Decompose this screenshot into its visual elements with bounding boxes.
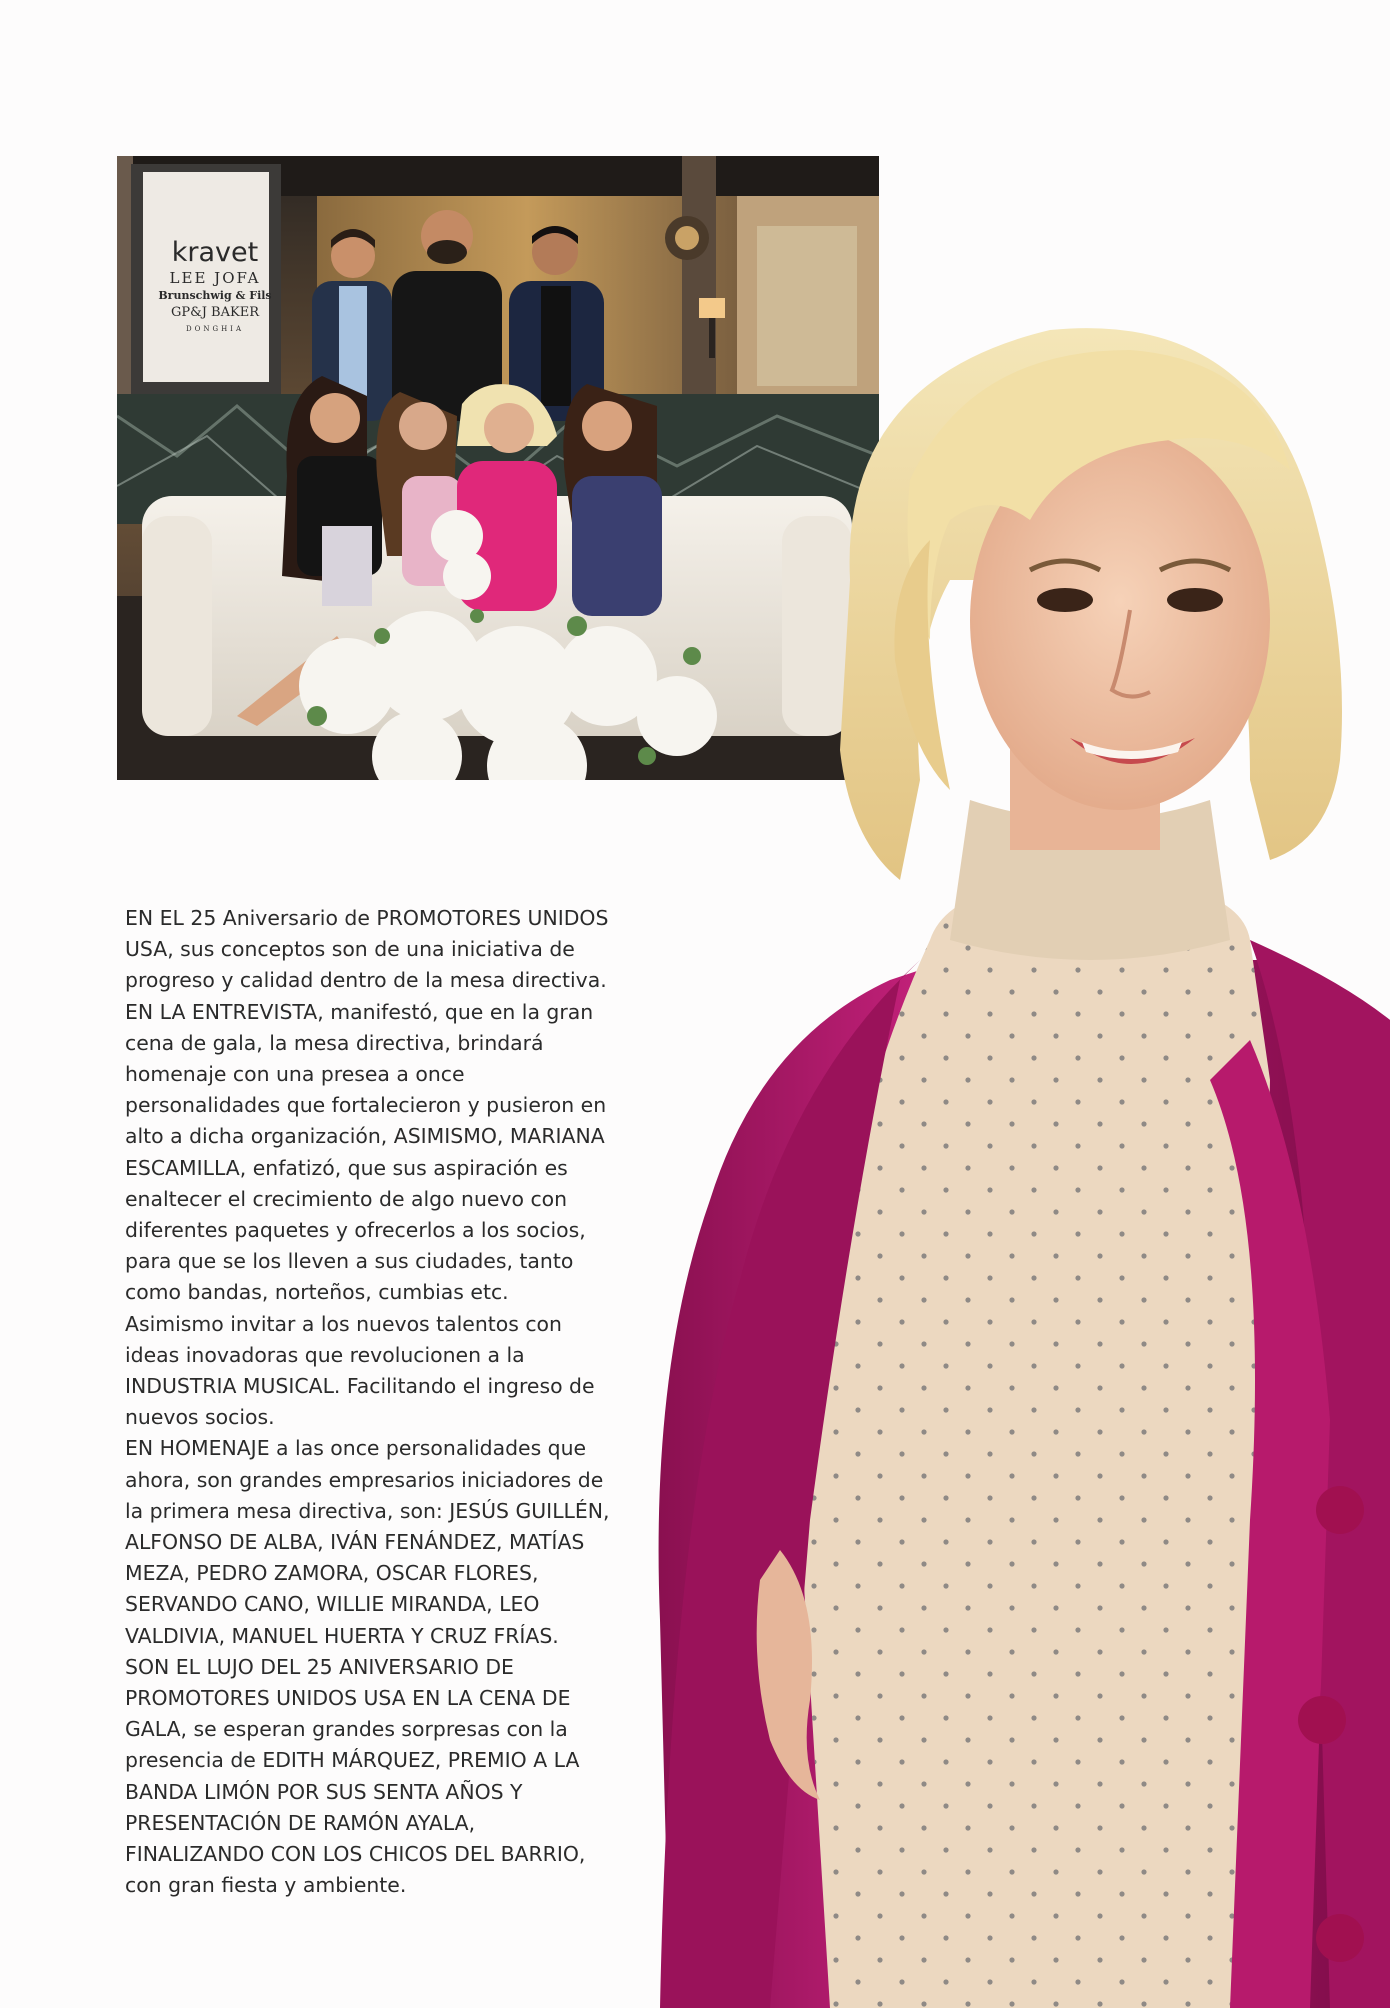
article-line: progreso y calidad dentro de la mesa directiva.	[125, 968, 607, 993]
article-line: SON EL LUJO DEL 25 ANIVERSARIO DE	[125, 1654, 514, 1679]
sign-line-brunschwig: Brunschwig & Fils	[158, 289, 272, 302]
article-line: homenaje con una presea a once	[125, 1062, 465, 1087]
article-line: la primera mesa directiva, son: JESÚS GUILLÉN,	[125, 1498, 610, 1523]
article-line: MEZA, PEDRO ZAMORA, OSCAR FLORES,	[125, 1561, 539, 1586]
article-line: con gran fiesta y ambiente.	[125, 1873, 407, 1898]
article-line: ESCAMILLA, enfatizó, que sus aspiración es	[125, 1155, 568, 1180]
article-line: BANDA LIMÓN POR SUS SENTA AÑOS Y	[125, 1779, 523, 1804]
article-line: SERVANDO CANO, WILLIE MIRANDA, LEO	[125, 1592, 540, 1617]
store-sign	[155, 238, 275, 336]
portrait-photo	[650, 320, 1390, 2008]
article-line: EN LA ENTREVISTA, manifestó, que en la gran	[125, 999, 594, 1024]
sign-line-lee-jofa: LEE JOFA	[169, 269, 261, 287]
article-line: como bandas, norteños, cumbias etc.	[125, 1280, 509, 1305]
article-line: VALDIVIA, MANUEL HUERTA Y CRUZ FRÍAS.	[125, 1623, 559, 1648]
article-line: EN EL 25 Aniversario de PROMOTORES UNIDOS	[125, 906, 609, 930]
article-line: USA, sus conceptos son de una iniciativa de	[125, 937, 575, 962]
article-line: ALFONSO DE ALBA, IVÁN FENÁNDEZ, MATÍAS	[125, 1530, 585, 1555]
article-line: INDUSTRIA MUSICAL. Facilitando el ingreso de	[125, 1374, 595, 1399]
sign-line-kravet: kravet	[171, 237, 259, 268]
article-line: nuevos socios.	[125, 1405, 275, 1430]
article-line: alto a dicha organización, ASIMISMO, MARIANA	[125, 1124, 605, 1149]
article-line: personalidades que fortalecieron y pusieron en	[125, 1093, 607, 1118]
article-line: presencia de EDITH MÁRQUEZ, PREMIO A LA	[125, 1748, 580, 1773]
article-line: PROMOTORES UNIDOS USA EN LA CENA DE	[125, 1686, 571, 1711]
article-line: diferentes paquetes y ofrecerlos a los socios,	[125, 1218, 586, 1243]
article-line: Asimismo invitar a los nuevos talentos con	[125, 1311, 562, 1336]
article-line: EN HOMENAJE a las once personalidades que	[125, 1436, 587, 1461]
article-line: FINALIZANDO CON LOS CHICOS DEL BARRIO,	[125, 1842, 586, 1867]
article-line: ahora, son grandes empresarios iniciadores de	[125, 1467, 604, 1492]
article-line: PRESENTACIÓN DE RAMÓN AYALA,	[125, 1810, 476, 1835]
article-line: enaltecer el crecimiento de algo nuevo con	[125, 1186, 568, 1211]
sign-line-donghia: DONGHIA	[186, 325, 244, 333]
sign-line-gpj-baker: GP&J BAKER	[171, 305, 259, 320]
article-body	[125, 903, 645, 1902]
portrait-image	[650, 320, 1390, 2008]
article-line: GALA, se esperan grandes sorpresas con la	[125, 1717, 568, 1742]
article-line: ideas inovadoras que revolucionen a la	[125, 1342, 525, 1367]
article-line: cena de gala, la mesa directiva, brindará	[125, 1030, 544, 1055]
article-line: para que se los lleven a sus ciudades, tanto	[125, 1249, 574, 1274]
